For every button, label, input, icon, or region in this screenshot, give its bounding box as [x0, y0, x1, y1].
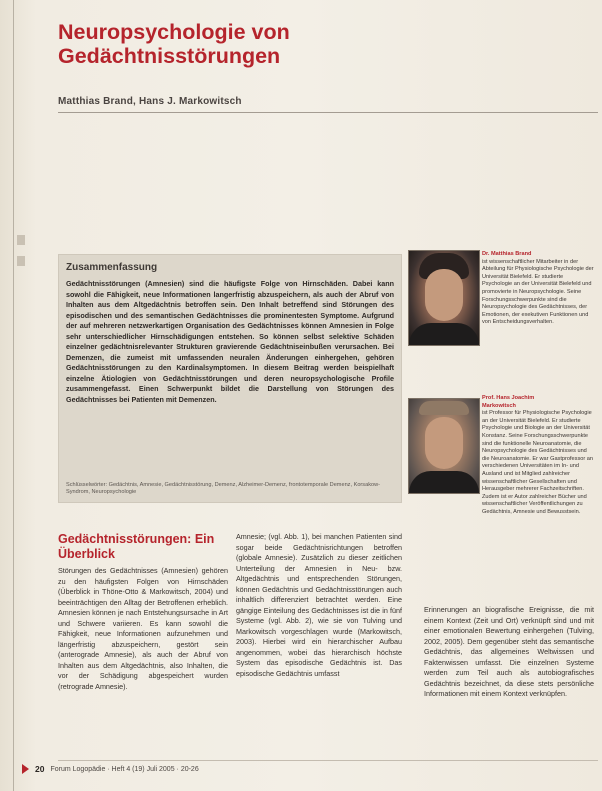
divider [58, 112, 598, 113]
abstract-keywords: Schlüsselwörter: Gedächtnis, Amnesie, Gedächtnisstörung, Demenz, Alzheimer-Demenz, frontotemporale Demenz, Korsakow-Syndrom, Neuropsychologie [66, 482, 381, 495]
journal-reference: Forum Logopädie · Heft 4 (19) Juli 2005 · 20-26 [50, 765, 199, 773]
triangle-icon [22, 764, 29, 774]
body-column-1: Störungen des Gedächtnisses (Amnesien) gehören zu den häufigsten Folgen von Hirnschäden (Überblick in Thöne-Otto & Markowitsch, 2004) und beeinträchtigen den Alltag der Betroffenen erheblich. Amnesien können je nach Entstehungsursache in Art und Schwere variieren. Es kann sowohl die Fähigkeit, neue Informationen aufzunehmen und längerfristig abzuspeichern, gestört sein (anterograde Amnesie), als auch der Abruf von Inhalten aus dem Altgedächtnis, also Inhalten, die vor der Schädigung abgespeichert wurden (retrograde Amnesie). [58, 566, 228, 691]
author-bio-brand [482, 251, 594, 327]
title-line-2: Gedächtnisstörungen [58, 44, 281, 68]
divider [58, 760, 598, 761]
abstract-heading: Zusammenfassung [66, 262, 158, 273]
section-heading: Gedächtnisstörungen: Ein Überblick [58, 532, 215, 561]
bio-name: Prof. Hans Joachim [482, 395, 535, 401]
bio-name-2: Markowitsch [482, 402, 516, 409]
page-footer [22, 764, 199, 774]
article-title [58, 20, 418, 68]
abstract-body: Gedächtnisstörungen (Amnesien) sind die häufigste Folge von Hirnschäden. Dabei kann sowohl die Fähigkeit, neue Informationen langerfristig abzuspeichern, als auch der Abruf von Inhalten aus dem Altgedächtnis betroffen sein. Den Inhalt betreffend sind Störungen des episodischen und des semantischen Gedächtnisses die prominentesten Symptome. Aufgrund der auf mehreren netzwerkartigen Organisation des Gedächtnisses können Amnesien in Folge sehr unterschiedlicher Hirnschädigungen entstehen. So können selbst selektive Schäden einzelner gedächtnisrelevanter Strukturen gravierende Gedächtniseinbußen verursachen. Bei Demenzen, die zumeist mit umfassenden neuralen Änderungen einhergehen, gehören Gedächtnisstörungen zu den Kardinalsymptomen. In diesem Beitrag werden beispielhaft einzelne Ätiologien von Gedächtnisstörungen und deren neuropsychologische Profile zusammengefasst. Einen Schwerpunkt bildet die Darstellung von Störungen des Gedächtnisses bei Patienten mit Demenzen. [66, 279, 394, 404]
bio-text: ist Professor für Physiologische Psychologie an der Universität Bielefeld. Er studierte Psychologie und Biologie an der Universität Konstanz. Seine Forschungsschwerpunkte sind die funktionelle Neuroanatomie, die Neuropsychologie des Gedächtnisses und die Neuroanatomie. Er war Gastprofessor an verschiedenen Universitäten im In- und Ausland und ist Mitglied zahlreicher wissenschaftlicher Gesellschaften und Herausgeber mehrerer Fachzeitschriften. Zudem ist er Autor zahlreicher Bücher und wissenschaftlicher Veröffentlichungen zu Gedächtnis, Amnesie und Bewusstsein. [482, 410, 593, 515]
body-column-2: Amnesie; (vgl. Abb. 1), bei manchen Patienten sind sogar beide Gedächtnisrichtungen betroffen (globale Amnesie). Zusätzlich zu dieser zeitlichen Unterteilung der Amnesien in Neu- bzw. Altgedächtnis und entsprechenden Störungen, können Gedächtnis und Gedächtnisstörungen auch inhaltlich differenziert betrachtet werden. Eine gängige Einteilung des Gedächtnisses ist die in fünf Systeme (vgl. Abb. 2), wie sie von Tulving und Markowitsch vorgeschlagen wurde (Markowitsch, 2003). Hierbei wird ein hierarchischer Aufbau angenommen, wobei das hierarchisch höchste System das episodische Gedächtnis ist. Das episodische Gedächtnis umfasst [236, 532, 402, 678]
title-line-1: Neuropsychologie von [58, 20, 290, 44]
bio-text: ist wissenschaftlicher Mitarbeiter in der Abteilung für Physiologische Psychologie der Universität Bielefeld. Er studierte Psychologie an der Universität Bielefeld und promovierte in Neuropsychologie. Seine Forschungsschwerpunkte sind die Neuropsychologie des Gedächtnisses, der Emotionen, der exekutiven Funktionen und von Entscheidungsverhalten. [482, 258, 594, 326]
margin-mark [17, 235, 25, 245]
author-photo-brand [408, 250, 480, 346]
page-margin-rule [13, 0, 14, 791]
author-line: Matthias Brand, Hans J. Markowitsch [58, 96, 242, 107]
bio-name: Dr. Matthias Brand [482, 251, 532, 257]
body-column-3: Erinnerungen an biografische Ereignisse, die mit einem Kontext (Zeit und Ort) verknüpft sind und mit einer emotionalen Bewertung einhergehen (Tulving, 2002, 2005). Dem gegenüber steht das semantische Gedächtnis, das allgemeines Weltwissen und Faktenwissen umfasst. Die einzelnen Systeme werden zum Teil auch als autobiografisches Gedächtnis bezeichnet, da diese stets persönliche Informationen mit einem Kontext verknüpfen. [424, 605, 594, 698]
margin-mark [17, 256, 25, 266]
author-bio-markowitsch [482, 395, 594, 517]
author-photo-markowitsch [408, 398, 480, 494]
page-number: 20 [35, 764, 45, 774]
